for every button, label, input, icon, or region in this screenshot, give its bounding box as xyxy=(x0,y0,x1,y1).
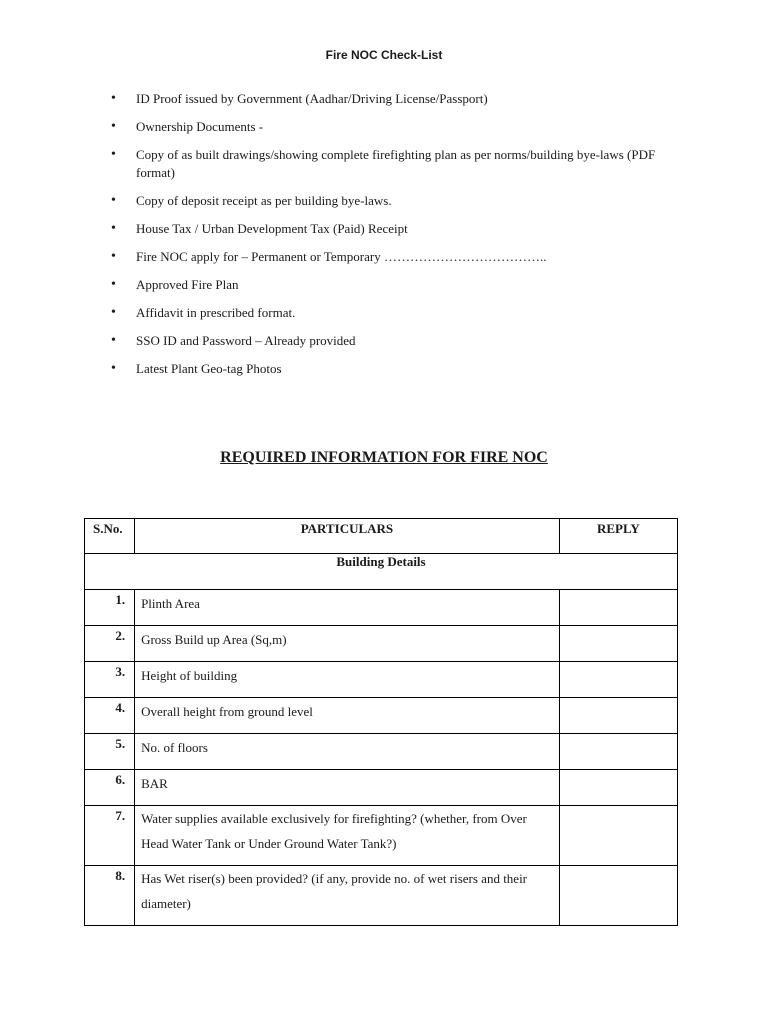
row-particular: No. of floors xyxy=(135,734,560,770)
group-row-building-details xyxy=(85,554,678,590)
row-reply-cell[interactable] xyxy=(559,698,677,734)
row-particular: Plinth Area xyxy=(135,590,560,626)
checklist-item: • Copy of as built drawings/showing complete firefighting plan as per norms/building bye-laws (PDF format) xyxy=(108,146,668,182)
row-particular: Overall height from ground level xyxy=(135,698,560,734)
row-reply-cell[interactable] xyxy=(559,662,677,698)
row-reply-cell[interactable] xyxy=(559,770,677,806)
checklist-item: • Approved Fire Plan xyxy=(108,276,668,294)
table-row xyxy=(85,770,678,806)
row-sno: 3. xyxy=(85,662,135,698)
document-title: Fire NOC Check-List xyxy=(325,48,443,62)
row-reply-cell[interactable] xyxy=(559,806,677,866)
row-sno: 7. xyxy=(85,806,135,866)
header-particulars: PARTICULARS xyxy=(135,519,560,554)
table-row xyxy=(85,590,678,626)
table-row xyxy=(85,734,678,770)
row-particular: Gross Build up Area (Sq,m) xyxy=(135,626,560,662)
row-sno: 8. xyxy=(85,866,135,926)
row-sno: 6. xyxy=(85,770,135,806)
checklist-item: • Affidavit in prescribed format. xyxy=(108,304,668,322)
group-label: Building Details xyxy=(85,554,678,590)
checklist-item: • Copy of deposit receipt as per building bye-laws. xyxy=(108,192,668,210)
checklist-item: • SSO ID and Password – Already provided xyxy=(108,332,668,350)
checklist-item: • Ownership Documents - xyxy=(108,118,668,136)
row-reply-cell[interactable] xyxy=(559,590,677,626)
row-particular: Water supplies available exclusively for firefighting? (whether, from Over Head Water Tank or Under Ground Water Tank?) xyxy=(135,806,560,866)
row-sno: 2. xyxy=(85,626,135,662)
table-header-row xyxy=(85,519,678,554)
checklist-item: • House Tax / Urban Development Tax (Paid) Receipt xyxy=(108,220,668,238)
row-particular: Height of building xyxy=(135,662,560,698)
checklist-item: • Latest Plant Geo-tag Photos xyxy=(108,360,668,378)
section-title: REQUIRED INFORMATION FOR FIRE NOC xyxy=(220,449,548,466)
checklist-item: • Fire NOC apply for – Permanent or Temporary ……………………………….. xyxy=(108,248,668,266)
table-row xyxy=(85,866,678,926)
row-particular: Has Wet riser(s) been provided? (if any, provide no. of wet risers and their diameter) xyxy=(135,866,560,926)
table-row xyxy=(85,626,678,662)
header-reply: REPLY xyxy=(559,519,677,554)
row-reply-cell[interactable] xyxy=(559,866,677,926)
table-row xyxy=(85,662,678,698)
row-reply-cell[interactable] xyxy=(559,626,677,662)
row-sno: 5. xyxy=(85,734,135,770)
checklist-item: • ID Proof issued by Government (Aadhar/Driving License/Passport) xyxy=(108,90,668,108)
table-row xyxy=(85,806,678,866)
row-reply-cell[interactable] xyxy=(559,734,677,770)
table-row xyxy=(85,698,678,734)
row-sno: 1. xyxy=(85,590,135,626)
info-table xyxy=(84,518,678,926)
checklist xyxy=(108,90,668,388)
row-particular: BAR xyxy=(135,770,560,806)
row-sno: 4. xyxy=(85,698,135,734)
header-sno: S.No. xyxy=(85,519,135,554)
